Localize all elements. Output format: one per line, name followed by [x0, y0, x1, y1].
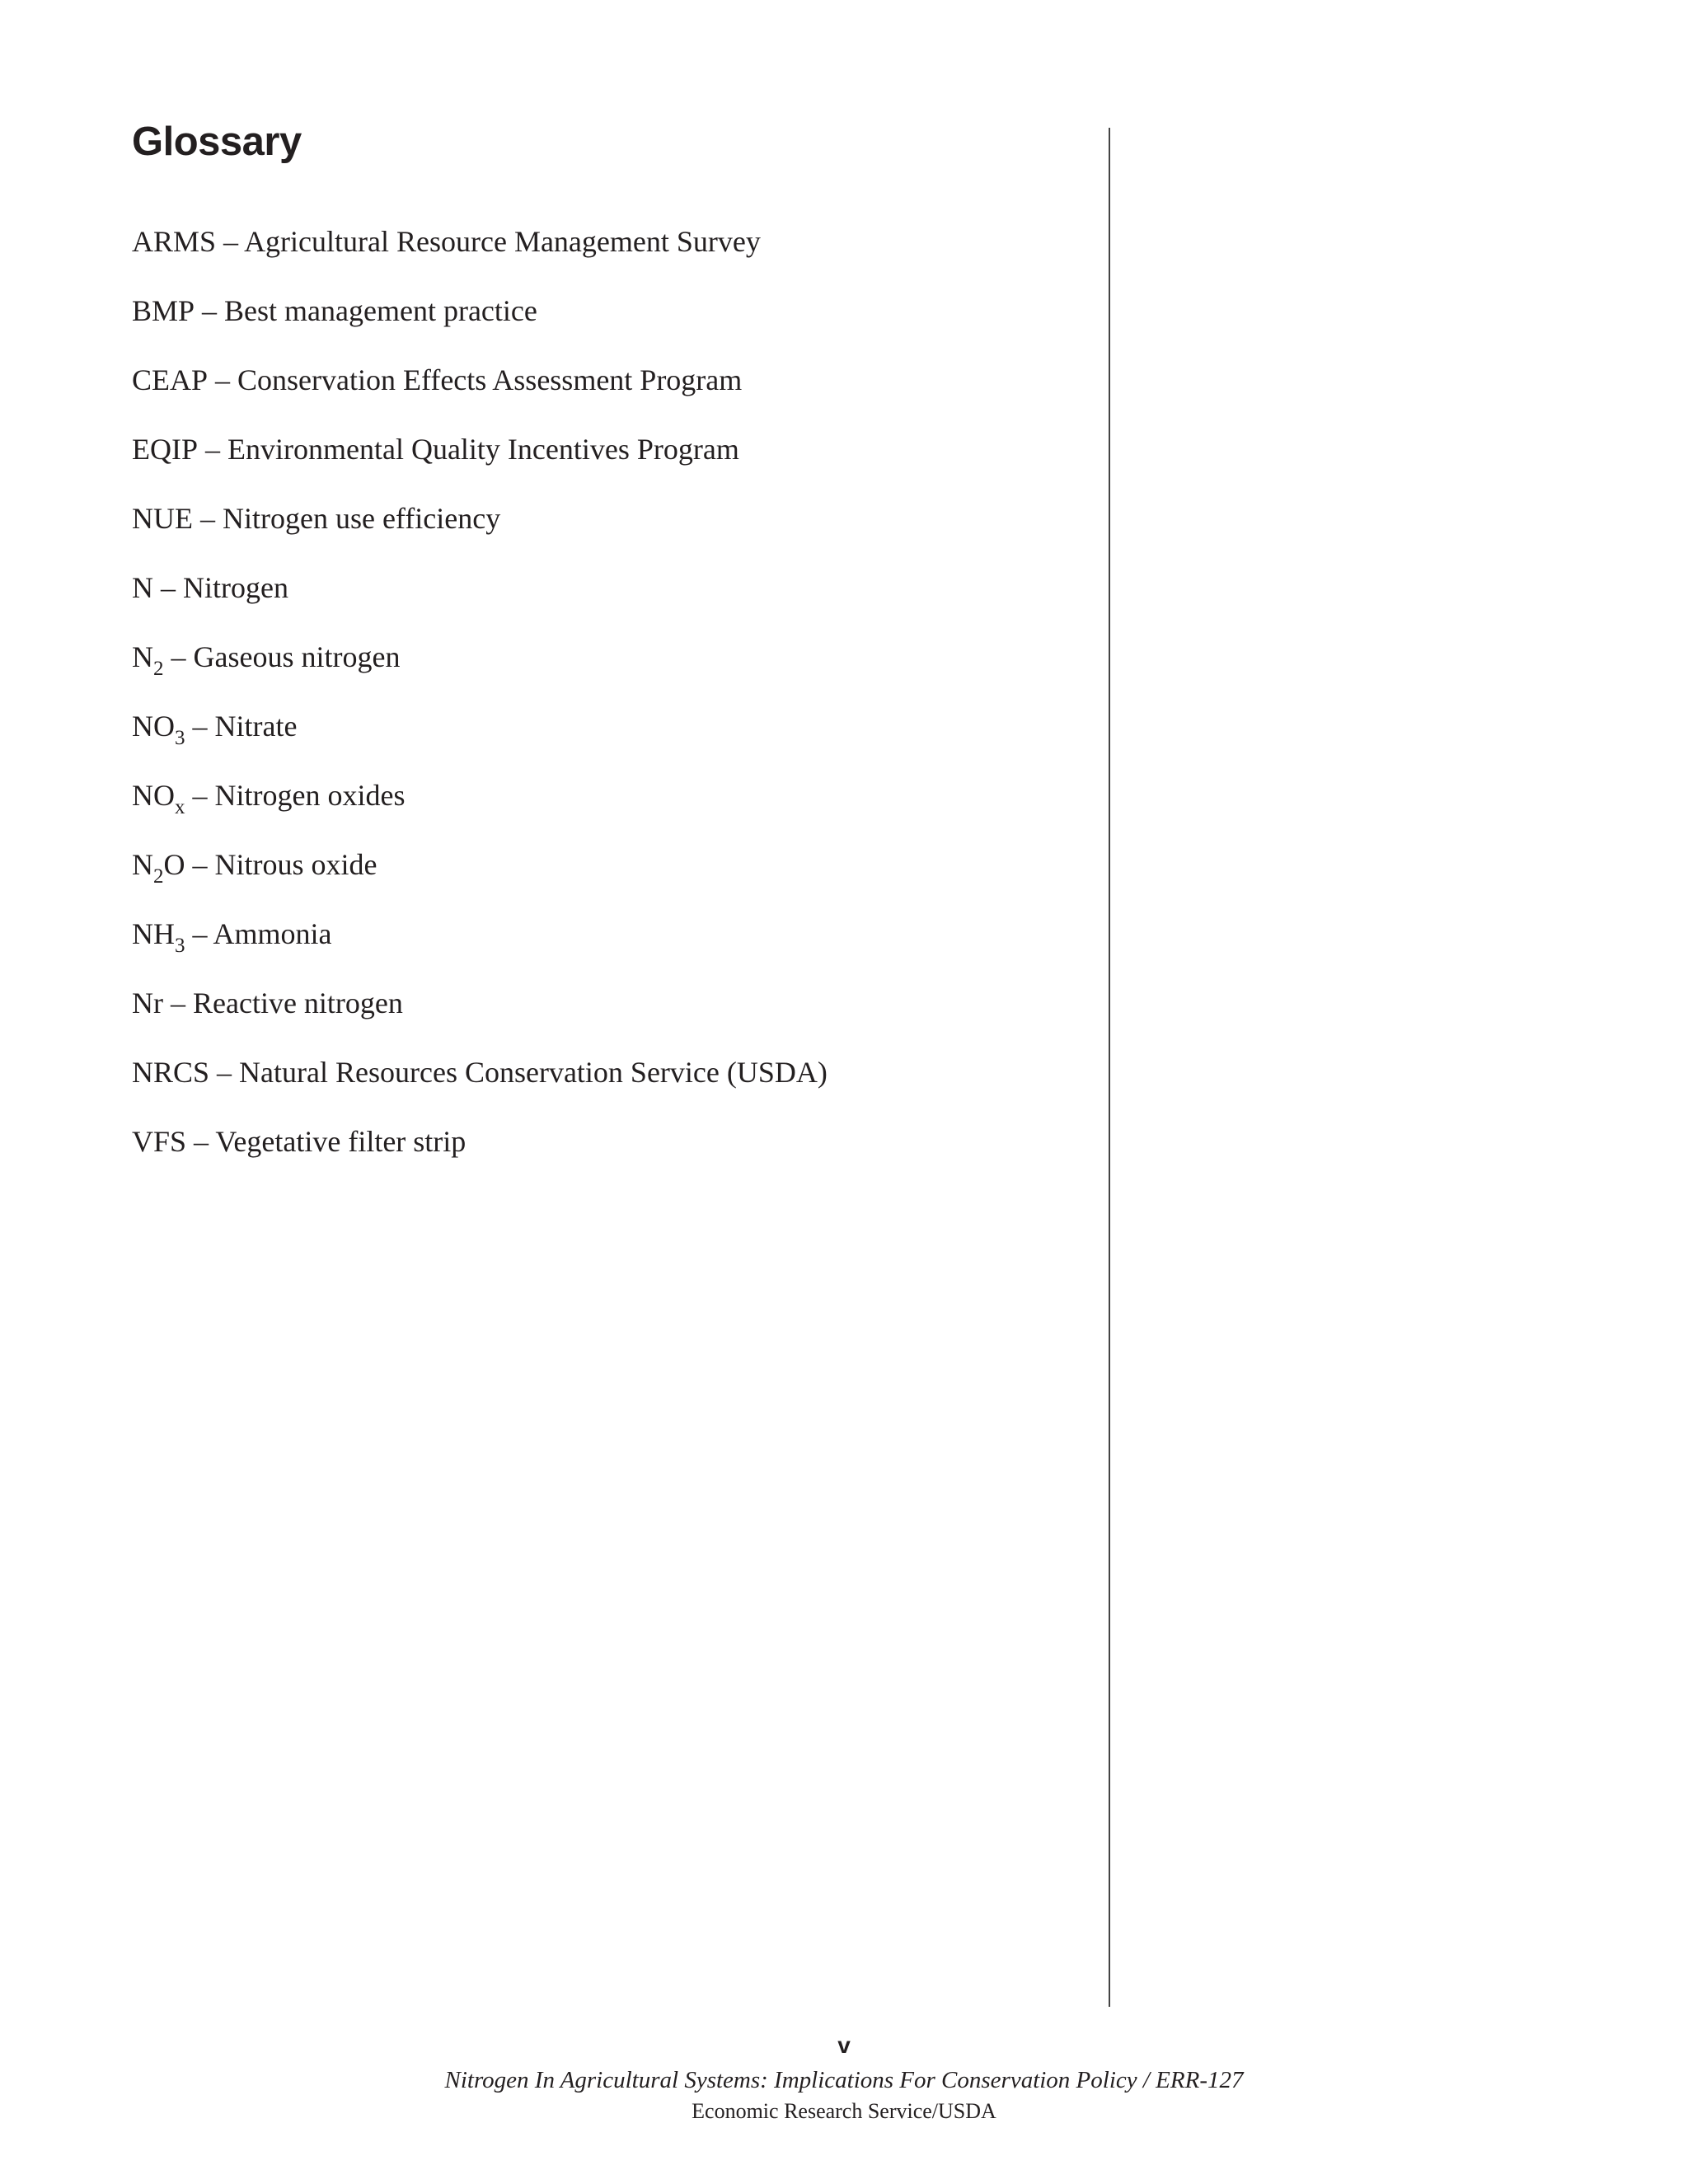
glossary-item — [132, 567, 828, 636]
glossary-term-subscript: 2 — [153, 658, 164, 680]
glossary-item — [132, 844, 828, 913]
glossary-separator: – — [163, 640, 194, 673]
glossary-separator: – — [185, 917, 213, 950]
glossary-item — [132, 775, 828, 844]
glossary-definition: Nitrogen use efficiency — [223, 502, 501, 535]
glossary-separator: – — [185, 779, 215, 812]
glossary-definition: Ammonia — [213, 917, 332, 950]
glossary-item — [132, 982, 828, 1052]
page-title: Glossary — [132, 120, 302, 164]
glossary-separator: – — [195, 294, 225, 327]
glossary-definition: Natural Resources Conservation Service (USDA) — [239, 1056, 828, 1089]
footer-publisher: Economic Research Service/USDA — [692, 2099, 996, 2123]
glossary-separator: – — [209, 1056, 240, 1089]
glossary-separator: – — [186, 1125, 216, 1158]
glossary-term: EQIP — [132, 433, 198, 466]
glossary-item — [132, 221, 828, 290]
glossary-definition: Nitrogen — [183, 571, 288, 604]
glossary-term: NH — [132, 917, 175, 950]
glossary-term: CEAP — [132, 363, 209, 396]
glossary-item — [132, 636, 828, 705]
glossary-term: ARMS — [132, 225, 217, 258]
glossary-term: VFS — [132, 1125, 187, 1158]
glossary-term-suffix: O — [163, 848, 185, 881]
glossary-term: N — [132, 640, 153, 673]
glossary-term: N — [132, 848, 153, 881]
glossary-definition: Environmental Quality Incentives Program — [227, 433, 739, 466]
glossary-definition: Nitrogen oxides — [214, 779, 406, 812]
glossary-separator: – — [185, 710, 215, 743]
glossary-list — [132, 221, 828, 1190]
glossary-term: N — [132, 571, 153, 604]
glossary-item — [132, 429, 828, 498]
glossary-separator: – — [185, 848, 215, 881]
glossary-term: NO — [132, 779, 175, 812]
glossary-term: NRCS — [132, 1056, 210, 1089]
glossary-definition: Agricultural Resource Management Survey — [244, 225, 761, 258]
glossary-item — [132, 498, 828, 567]
glossary-definition: Vegetative filter strip — [215, 1125, 467, 1158]
glossary-item — [132, 705, 828, 775]
glossary-term-subscript: 3 — [175, 727, 185, 749]
glossary-definition: Nitrous oxide — [214, 848, 377, 881]
page-number: v — [837, 2032, 851, 2058]
glossary-item — [132, 290, 828, 359]
glossary-term: NUE — [132, 502, 193, 535]
glossary-definition: Conservation Effects Assessment Program — [237, 363, 743, 396]
glossary-term-subscript: x — [175, 796, 185, 818]
glossary-definition: Reactive nitrogen — [193, 987, 403, 1019]
glossary-separator: – — [208, 363, 238, 396]
glossary-item — [132, 359, 828, 429]
glossary-definition: Gaseous nitrogen — [193, 640, 401, 673]
glossary-separator: – — [153, 571, 183, 604]
glossary-separator: – — [216, 225, 245, 258]
glossary-definition: Nitrate — [214, 710, 298, 743]
glossary-term-subscript: 2 — [153, 865, 164, 888]
glossary-item — [132, 913, 828, 982]
glossary-separator: – — [198, 433, 227, 466]
glossary-definition: Best management practice — [224, 294, 537, 327]
glossary-item — [132, 1052, 828, 1121]
glossary-item — [132, 1121, 828, 1190]
glossary-term-subscript: 3 — [175, 935, 185, 957]
glossary-separator: – — [193, 502, 223, 535]
footer-report-title: Nitrogen In Agricultural Systems: Implications For Conservation Policy / ERR-127 — [444, 2067, 1244, 2093]
glossary-term: BMP — [132, 294, 195, 327]
glossary-term: NO — [132, 710, 175, 743]
glossary-term: Nr — [132, 987, 163, 1019]
column-divider — [1109, 128, 1110, 2007]
glossary-separator: – — [163, 987, 193, 1019]
